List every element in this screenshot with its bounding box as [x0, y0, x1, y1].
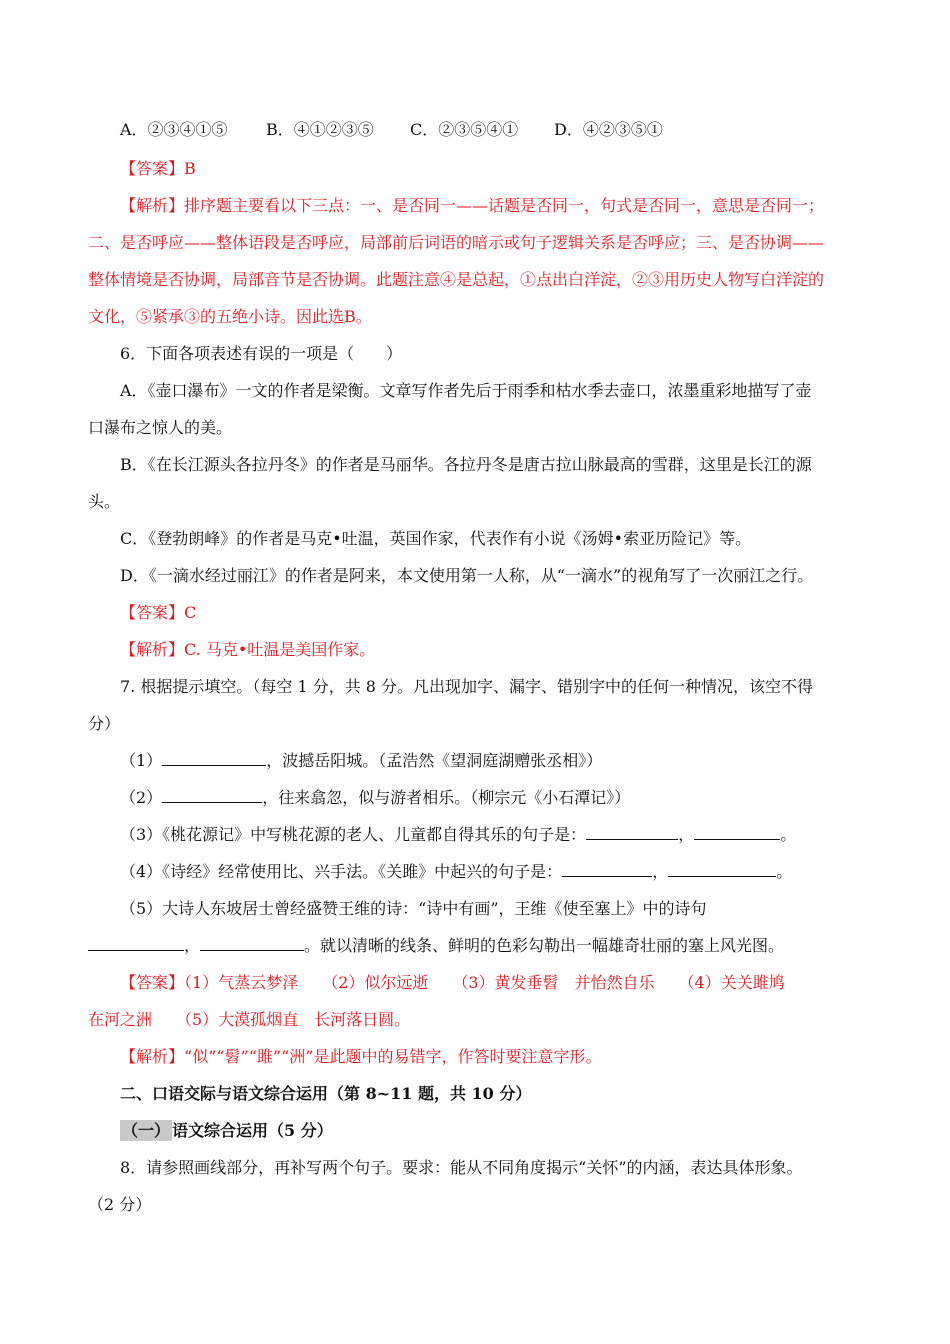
q5-analysis-line-2: 二、是否呼应——整体语段是否呼应，局部前后词语的暗示或句子逻辑关系是否呼应；三、是否协调——	[88, 233, 825, 252]
punct: ，	[184, 936, 201, 955]
q5-analysis-line-4: 文化，⑤紧承③的五绝小诗。因此选B。	[88, 307, 372, 326]
q5-options	[120, 120, 663, 140]
q6-option-d: D．《一滴水经过丽江》的作者是阿来，本文使用第一人称，从“一滴水”的视角写了一次丽江之行。	[120, 566, 814, 585]
q7-item-5-line-1: （5）大诗人东坡居士曾经盛赞王维的诗：“诗中有画”，王维《使至塞上》中的诗句	[120, 899, 707, 918]
subsection-heading	[120, 1121, 333, 1141]
q7-analysis	[120, 1047, 601, 1067]
q7-answer-line-2: 在河之洲 （5）大漠孤烟直 长河落日圆。	[88, 1010, 411, 1029]
fill-blank[interactable]	[694, 825, 780, 840]
fill-blank[interactable]	[200, 936, 304, 951]
answer-label: 【答案】	[120, 159, 185, 178]
q7-stem-line-1: 7. 根据提示填空。（每空 1 分，共 8 分。凡出现加字、漏字、错别字中的任何一种情况，该空不得	[120, 677, 814, 696]
item-number: （2）	[120, 788, 163, 807]
answer-value: C	[184, 603, 197, 622]
punct: 。	[780, 825, 797, 844]
analysis-label: 【解析】	[120, 1047, 185, 1066]
q6-analysis	[120, 640, 375, 660]
q7-item-2	[120, 788, 630, 808]
item-text: （4）《诗经》经常使用比、兴手法。《关雎》中起兴的句子是：	[120, 862, 563, 881]
q7-item-1	[120, 751, 602, 771]
q7-item-4	[120, 862, 792, 882]
section-heading: 二、口语交际与语文综合运用（第 8~11 题，共 10 分）	[120, 1084, 532, 1103]
analysis-text: C. 马克•吐温是美国作家。	[184, 640, 376, 659]
q6-option-a-line-1: A．《壶口瀑布》一文的作者是梁衡。文章写作者先后于雨季和枯水季去壶口，浓墨重彩地描写了壶	[120, 381, 812, 400]
q5-option-d: D．④②③⑤①	[554, 120, 663, 139]
q7-item-5-line-2	[88, 936, 784, 956]
q7-item-3	[120, 825, 796, 845]
subsection-number-box: （一）	[122, 1121, 171, 1140]
item-text: （3）《桃花源记》中写桃花源的老人、儿童都自得其乐的句子是：	[120, 825, 587, 844]
analysis-label: 【解析】	[120, 196, 185, 215]
subsection-title: 语文综合运用（5 分）	[172, 1121, 333, 1140]
fill-blank[interactable]	[162, 751, 266, 766]
q6-option-c: C．《登勃朗峰》的作者是马克•吐温，英国作家，代表作有小说《汤姆•索亚历险记》等。	[120, 529, 752, 548]
fill-blank[interactable]	[668, 862, 776, 877]
q7-stem-line-2: 分）	[88, 714, 121, 733]
item-text: 。就以清晰的线条、鲜明的色彩勾勒出一幅雄奇壮丽的塞上风光图。	[304, 936, 785, 955]
q6-option-b-line-1: B．《在长江源头各拉丹冬》的作者是马丽华。各拉丹冬是唐古拉山脉最高的雪群，这里是长江的源	[120, 455, 812, 474]
punct: 。	[776, 862, 793, 881]
q5-answer	[120, 159, 196, 179]
answer-label: 【答案】	[120, 603, 185, 622]
q6-option-a-line-2: 口瀑布之惊人的美。	[88, 418, 233, 437]
fill-blank[interactable]	[162, 788, 262, 803]
q5-option-a: A．②③④①⑤	[120, 120, 228, 139]
punct: ，	[652, 862, 669, 881]
fill-blank[interactable]	[88, 936, 184, 951]
q8-stem-line-2: （2 分）	[88, 1195, 152, 1214]
q5-analysis-line-3: 整体情境是否协调，局部音节是否协调。此题注意④是总起，①点出白洋淀，②③用历史人物写白洋淀的	[88, 270, 825, 289]
analysis-text: “似”“髫”“雎”“洲”是此题中的易错字，作答时要注意字形。	[184, 1047, 602, 1066]
punct: ，	[678, 825, 695, 844]
answer-label: 【答案】	[120, 973, 185, 992]
fill-blank[interactable]	[586, 825, 678, 840]
q5-option-c: C．②③⑤④①	[410, 120, 519, 139]
q6-option-b-line-2: 头。	[88, 492, 121, 511]
answer-text: （1）气蒸云梦泽 （2）似尔远逝 （3）黄发垂髫 并怡然自乐 （4）关关雎鸠	[184, 973, 785, 992]
q6-stem: 6．下面各项表述有误的一项是（ ）	[120, 344, 403, 363]
q8-stem-line-1: 8．请参照画线部分，再补写两个句子。要求：能从不同角度揭示“关怀”的内涵，表达具体形象。	[120, 1158, 803, 1177]
q6-answer	[120, 603, 196, 623]
item-text: ，波撼岳阳城。（孟浩然《望洞庭湖赠张丞相》）	[266, 751, 603, 770]
item-text: ，往来翕忽，似与游者相乐。（柳宗元《小石潭记》）	[262, 788, 631, 807]
fill-blank[interactable]	[562, 862, 652, 877]
q7-answer-line-1	[120, 973, 785, 993]
analysis-label: 【解析】	[120, 640, 185, 659]
q5-analysis-line-1	[120, 196, 824, 216]
analysis-text: 排序题主要看以下三点：一、是否同一——话题是否同一，句式是否同一，意思是否同一；	[184, 196, 825, 215]
answer-value: B	[184, 159, 196, 178]
item-number: （1）	[120, 751, 163, 770]
q5-option-b: B．④①②③⑤	[266, 120, 374, 139]
